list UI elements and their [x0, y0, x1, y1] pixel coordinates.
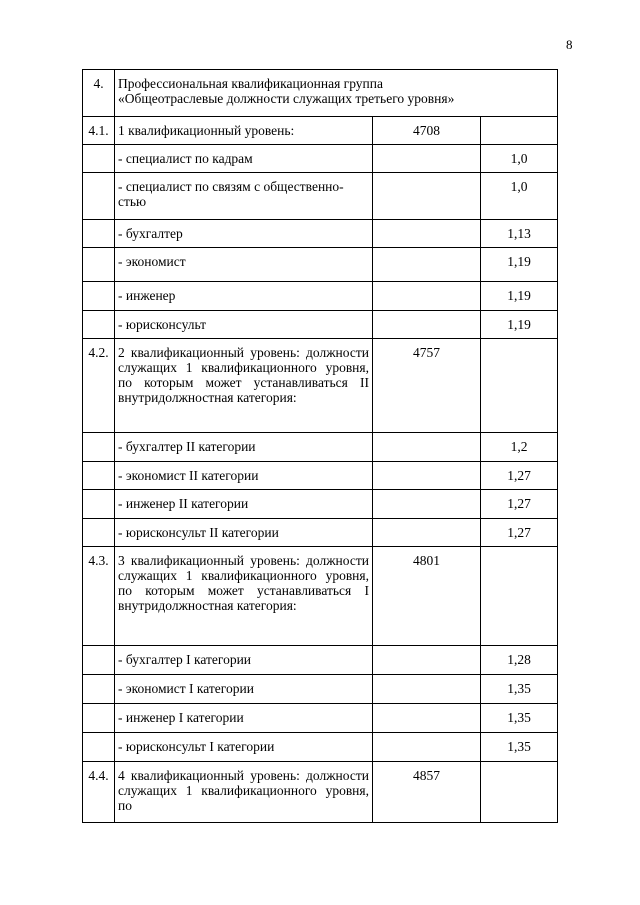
position-row: [83, 462, 558, 490]
position-num-empty: [83, 220, 115, 248]
group-number: 4.: [83, 70, 115, 117]
position-salary-empty: [373, 704, 481, 733]
level-salary: 4757: [373, 339, 481, 433]
position-row: [83, 646, 558, 675]
position-salary-empty: [373, 311, 481, 339]
position-name: - инженер II категории: [115, 490, 373, 519]
position-num-empty: [83, 311, 115, 339]
position-salary-empty: [373, 646, 481, 675]
position-row: [83, 145, 558, 173]
level-name: 3 квалификационный уровень: должности служащих 1 квалификационного уровня, по которым может устанавливаться I внутридолжностная категория:: [115, 547, 373, 646]
qualification-table: [82, 69, 558, 823]
level-name: 2 квалификационный уровень: должности служащих 1 квалификационного уровня, по которым может устанавливаться II внутридолжностная категория:: [115, 339, 373, 433]
position-row: [83, 282, 558, 311]
position-coef: 1,27: [481, 519, 558, 547]
position-name: - бухгалтер: [115, 220, 373, 248]
level-coef-empty: [481, 339, 558, 433]
position-coef: 1,2: [481, 433, 558, 462]
level-number: 4.2.: [83, 339, 115, 433]
level-row: [83, 547, 558, 646]
position-num-empty: [83, 675, 115, 704]
page-number: 8: [566, 37, 573, 52]
position-num-empty: [83, 433, 115, 462]
position-coef: 1,27: [481, 490, 558, 519]
position-num-empty: [83, 490, 115, 519]
position-salary-empty: [373, 490, 481, 519]
level-name: 4 квалификационный уровень: должности служащих 1 квалификационного уровня, по: [115, 762, 373, 823]
level-salary: 4801: [373, 547, 481, 646]
position-num-empty: [83, 704, 115, 733]
position-row: [83, 519, 558, 547]
position-row: [83, 248, 558, 282]
level-salary: 4708: [373, 117, 481, 145]
position-coef: 1,35: [481, 675, 558, 704]
position-coef: 1,19: [481, 311, 558, 339]
position-row: [83, 433, 558, 462]
level-coef-empty: [481, 117, 558, 145]
position-row: [83, 173, 558, 220]
position-name: - специалист по связям с общественно-стью: [115, 173, 373, 220]
level-row: [83, 117, 558, 145]
position-coef: 1,0: [481, 145, 558, 173]
position-name: - специалист по кадрам: [115, 145, 373, 173]
position-row: [83, 220, 558, 248]
position-coef: 1,35: [481, 733, 558, 762]
position-row: [83, 733, 558, 762]
position-coef: 1,27: [481, 462, 558, 490]
position-num-empty: [83, 646, 115, 675]
position-salary-empty: [373, 733, 481, 762]
group-title-line2: «Общеотраслевые должности служащих третьего уровня»: [118, 91, 455, 106]
level-salary: 4857: [373, 762, 481, 823]
position-salary-empty: [373, 220, 481, 248]
position-salary-empty: [373, 282, 481, 311]
position-row: [83, 490, 558, 519]
position-name: - экономист: [115, 248, 373, 282]
position-num-empty: [83, 462, 115, 490]
position-salary-empty: [373, 145, 481, 173]
position-salary-empty: [373, 433, 481, 462]
position-row: [83, 675, 558, 704]
group-title-line1: Профессиональная квалификационная группа: [118, 76, 383, 91]
position-salary-empty: [373, 519, 481, 547]
position-coef: 1,35: [481, 704, 558, 733]
position-num-empty: [83, 282, 115, 311]
position-num-empty: [83, 733, 115, 762]
position-name: - бухгалтер II категории: [115, 433, 373, 462]
level-number: 4.3.: [83, 547, 115, 646]
position-row: [83, 704, 558, 733]
level-row: [83, 339, 558, 433]
position-name: - инженер: [115, 282, 373, 311]
position-coef: 1,0: [481, 173, 558, 220]
position-name: - бухгалтер I категории: [115, 646, 373, 675]
level-row: [83, 762, 558, 823]
level-coef-empty: [481, 547, 558, 646]
position-name: - юрисконсульт I категории: [115, 733, 373, 762]
position-name: - инженер I категории: [115, 704, 373, 733]
position-row: [83, 311, 558, 339]
position-name: - экономист II категории: [115, 462, 373, 490]
level-number: 4.1.: [83, 117, 115, 145]
position-name: - экономист I категории: [115, 675, 373, 704]
position-salary-empty: [373, 462, 481, 490]
position-salary-empty: [373, 675, 481, 704]
group-header-row: [83, 70, 558, 117]
position-coef: 1,28: [481, 646, 558, 675]
position-num-empty: [83, 519, 115, 547]
level-name: 1 квалификационный уровень:: [115, 117, 373, 145]
position-salary-empty: [373, 173, 481, 220]
group-title-cell: [115, 70, 558, 117]
position-num-empty: [83, 145, 115, 173]
position-coef: 1,19: [481, 282, 558, 311]
position-name: - юрисконсульт II категории: [115, 519, 373, 547]
position-name: - юрисконсульт: [115, 311, 373, 339]
position-coef: 1,19: [481, 248, 558, 282]
level-coef-empty: [481, 762, 558, 823]
position-num-empty: [83, 248, 115, 282]
level-number: 4.4.: [83, 762, 115, 823]
position-coef: 1,13: [481, 220, 558, 248]
position-num-empty: [83, 173, 115, 220]
position-salary-empty: [373, 248, 481, 282]
